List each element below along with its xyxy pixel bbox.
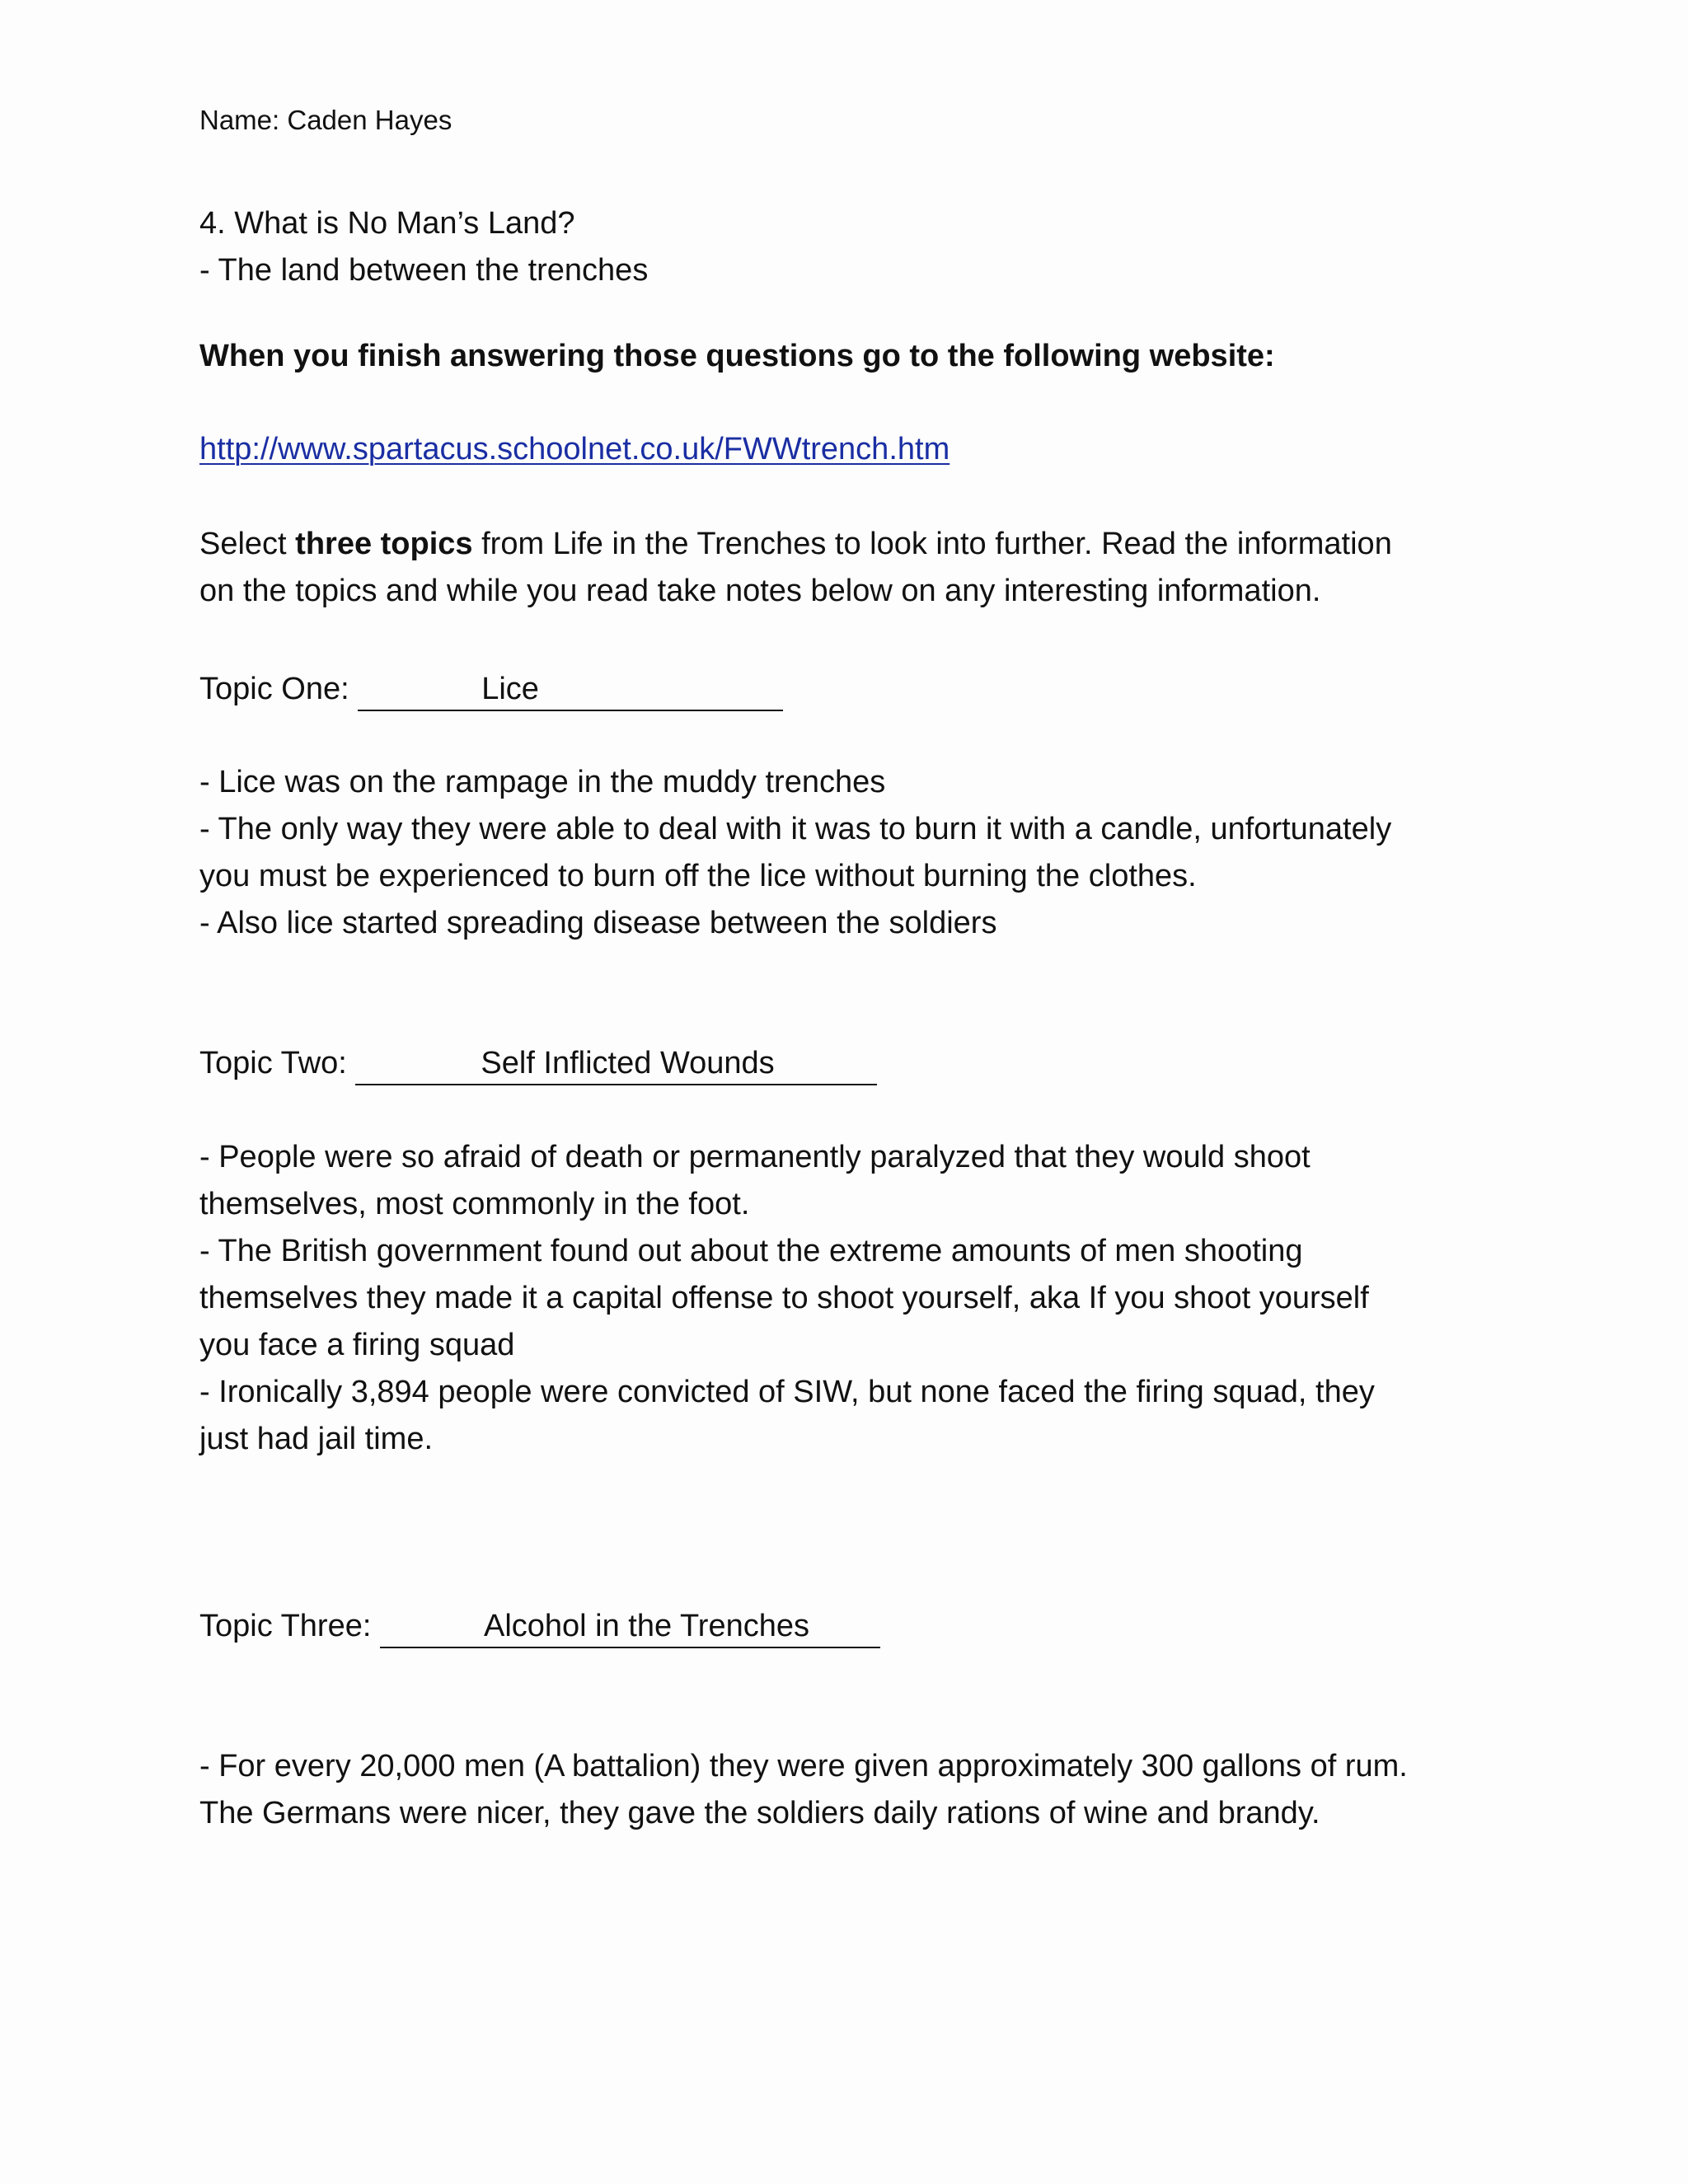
select-instructions-line-2: on the topics and while you read take notes below on any interesting information. (199, 574, 1321, 608)
website-line (199, 426, 1518, 473)
note-line: - For every 20,000 men (A battalion) they were given approximately 300 gallons of rum. (199, 1749, 1408, 1783)
note-line: you face a firing squad (199, 1328, 515, 1362)
note-line: themselves, most commonly in the foot. (199, 1187, 750, 1221)
note-line: The Germans were nicer, they gave the soldiers daily rations of wine and brandy. (199, 1796, 1320, 1830)
student-name-line: Name: Caden Hayes (199, 105, 452, 135)
question-4 (199, 200, 1518, 294)
topic-one-blank (358, 668, 783, 711)
note-line: - The British government found out about the extreme amounts of men shooting (199, 1234, 1303, 1268)
topic-three-notes (199, 1743, 1518, 1837)
select-prefix: Select (199, 527, 296, 561)
note-line: you must be experienced to burn off the lice without burning the clothes. (199, 859, 1197, 893)
note-line: - The only way they were able to deal with it was to burn it with a candle, unfortunately (199, 812, 1392, 846)
topic-three-label: Topic Three: (199, 1609, 380, 1643)
note-line: - Also lice started spreading disease between the soldiers (199, 906, 997, 940)
topic-one-label: Topic One: (199, 672, 359, 706)
topic-one-line (199, 666, 1518, 713)
topic-two-blank (355, 1043, 877, 1085)
topic-three-blank (380, 1605, 880, 1648)
topic-three-line (199, 1603, 1518, 1650)
question-4-text: 4. What is No Man’s Land? (199, 206, 575, 241)
question-4-answer: - The land between the trenches (199, 253, 649, 288)
topic-one-value: Lice (481, 672, 539, 706)
note-line: - Ironically 3,894 people were convicted of SIW, but none faced the firing squad, they (199, 1375, 1375, 1409)
select-suffix: from Life in the Trenches to look into further. Read the information (472, 527, 1392, 561)
topic-three-value: Alcohol in the Trenches (483, 1609, 809, 1643)
note-line: - Lice was on the rampage in the muddy trenches (199, 765, 886, 799)
note-line: just had jail time. (199, 1422, 434, 1456)
topic-two-line (199, 1040, 1518, 1087)
select-instructions-line-1 (199, 521, 1518, 568)
select-instructions (199, 521, 1518, 615)
topic-one-notes (199, 759, 1518, 947)
website-link[interactable]: http://www.spartacus.schoolnet.co.uk/FWWtrench.htm (199, 432, 950, 466)
topic-two-label: Topic Two: (199, 1046, 356, 1080)
instruction-heading: When you finish answering those questions go to the following website: (199, 339, 1275, 373)
topic-two-value: Self Inflicted Wounds (481, 1046, 775, 1080)
select-bold-phrase: three topics (295, 527, 473, 561)
note-line: - People were so afraid of death or permanently paralyzed that they would shoot (199, 1140, 1311, 1174)
note-line: themselves they made it a capital offense to shoot yourself, aka If you shoot yourself (199, 1281, 1369, 1315)
topic-two-notes (199, 1134, 1518, 1463)
